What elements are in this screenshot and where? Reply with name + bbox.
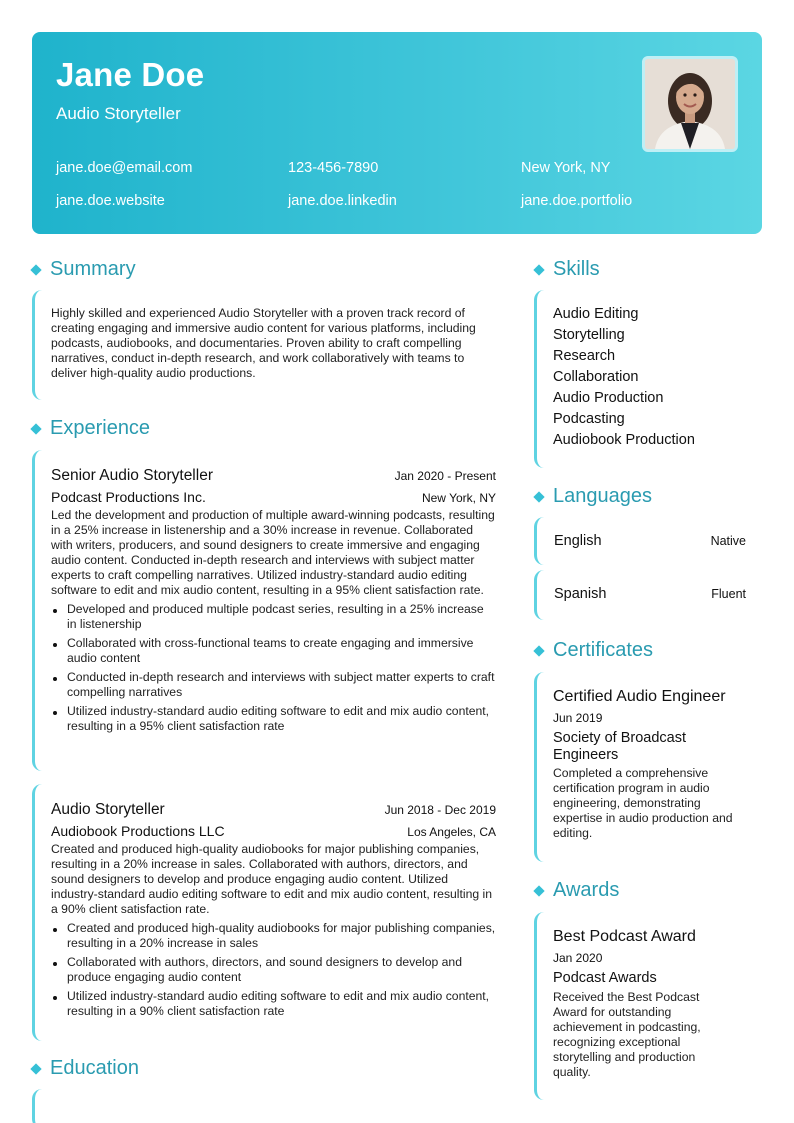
contact-phone[interactable]: 123-456-7890 [288, 160, 379, 176]
job-company: Podcast Productions Inc. [51, 489, 206, 505]
diamond-icon [30, 1063, 41, 1074]
certificates-heading [533, 639, 653, 662]
job-bullet: Created and produced high-quality audiobooks for major publishing companies, resulting in a 20% increase in sales [51, 921, 496, 951]
certificate-title: Certified Audio Engineer [553, 688, 726, 705]
language-level: Native [710, 534, 746, 548]
award-description: Received the Best Podcast Award for outstanding achievement in podcasting, recognizing exceptional storytelling and production quality. [553, 990, 701, 1079]
job-date: Jun 2018 - Dec 2019 [384, 803, 496, 817]
summary-card [32, 290, 496, 400]
job-title: Senior Audio Storyteller [51, 467, 213, 484]
certificate-org: Society of Broadcast Engineers [553, 730, 686, 763]
diamond-icon [30, 264, 41, 275]
resume-header [32, 32, 762, 234]
candidate-title: Audio Storyteller [56, 104, 181, 123]
certificate-description: Completed a comprehensive certification program in audio engineering, demonstrating expertise in audio production and editing. [553, 766, 733, 840]
education-heading [30, 1057, 139, 1080]
diamond-icon [533, 264, 544, 275]
language-item [534, 517, 746, 565]
job-bullet: Conducted in-depth research and interviews with subject matter experts to craft compelling narratives [51, 670, 496, 700]
certificate-date: Jun 2019 [553, 711, 603, 725]
certificate-card [534, 672, 762, 862]
experience-item [32, 784, 496, 1041]
job-title: Audio Storyteller [51, 801, 165, 818]
skill-item: Podcasting [553, 411, 625, 427]
job-bullet: Collaborated with cross-functional teams to create engaging and immersive audio content [51, 636, 496, 666]
languages-heading [533, 485, 652, 508]
certificates-heading-text: Certificates [553, 639, 654, 661]
job-bullets [51, 921, 496, 1019]
skill-item: Audiobook Production [553, 432, 695, 448]
diamond-icon [30, 423, 41, 434]
skill-item: Storytelling [553, 327, 625, 343]
contact-linkedin[interactable]: jane.doe.linkedin [288, 193, 397, 209]
job-bullets [51, 602, 496, 734]
diamond-icon [533, 885, 544, 896]
skills-heading-text: Skills [553, 258, 600, 280]
contact-portfolio[interactable]: jane.doe.portfolio [521, 193, 633, 209]
skills-heading [533, 258, 600, 281]
job-bullet: Collaborated with authors, directors, and sound designers to develop and produce engaging audio content [51, 955, 496, 985]
contact-website[interactable]: jane.doe.website [56, 193, 165, 209]
job-bullet: Utilized industry-standard audio editing software to edit and mix audio content, resulting in a 90% client satisfaction rate [51, 989, 496, 1019]
job-date: Jan 2020 - Present [394, 469, 496, 483]
language-name: Spanish [554, 586, 607, 602]
education-card [32, 1089, 496, 1123]
education-heading-text: Education [50, 1057, 139, 1079]
skill-item: Collaboration [553, 369, 639, 385]
summary-heading [30, 258, 136, 281]
skills-card [534, 290, 762, 468]
summary-text: Highly skilled and experienced Audio Storyteller with a proven track record of creating engaging and immersive audio content for various platforms, including podcasts, audiobooks, and documentaries. Proven ability to craft compelling narratives, conduct in-depth research, and work collaboratively with teams to deliver high-quality audio productions. [51, 306, 476, 380]
job-location: Los Angeles, CA [407, 825, 496, 839]
experience-heading [30, 417, 150, 440]
experience-item [32, 450, 496, 771]
contact-email[interactable]: jane.doe@email.com [56, 160, 193, 176]
job-bullet: Developed and produced multiple podcast series, resulting in a 25% increase in listenership [51, 602, 496, 632]
award-org: Podcast Awards [553, 970, 657, 986]
experience-heading-text: Experience [50, 417, 151, 439]
summary-heading-text: Summary [50, 258, 136, 280]
job-bullet: Utilized industry-standard audio editing software to edit and mix audio content, resulting in a 95% client satisfaction rate [51, 704, 496, 734]
profile-photo [642, 56, 738, 152]
awards-heading-text: Awards [553, 879, 620, 901]
award-card [534, 912, 762, 1100]
candidate-name: Jane Doe [56, 56, 205, 93]
awards-heading [533, 879, 619, 902]
language-level: Fluent [711, 587, 746, 601]
job-description: Created and produced high-quality audiobooks for major publishing companies, resulting in a 20% increase in sales. Collaborated with authors, directors, and sound designers to develop and produce engaging audio content. Utilized industry-standard audio editing software to edit and mix audio content, resulting in a 90% client satisfaction rate. [51, 842, 493, 916]
skill-item: Audio Production [553, 390, 664, 406]
award-date: Jan 2020 [553, 951, 603, 965]
skill-item: Research [553, 348, 616, 364]
job-location: New York, NY [421, 491, 496, 505]
skill-item: Audio Editing [553, 306, 639, 322]
contact-location: New York, NY [521, 160, 611, 176]
language-name: English [554, 533, 602, 549]
diamond-icon [533, 645, 544, 656]
award-title: Best Podcast Award [553, 928, 696, 945]
language-item [534, 570, 746, 620]
job-description: Led the development and production of multiple award-winning podcasts, resulting in a 25% increase in listenership and a 30% increase in revenue. Collaborated with writers, producers, and sound designers to create immersive and engaging audio content. Conducted in-depth research and interviews with subject matter experts to craft compelling narratives. Utilized industry-standard audio editing software to edit and mix audio content, resulting in a 95% client satisfaction rate. [51, 508, 495, 597]
job-company: Audiobook Productions LLC [51, 823, 225, 839]
languages-heading-text: Languages [553, 485, 652, 507]
diamond-icon [533, 491, 544, 502]
